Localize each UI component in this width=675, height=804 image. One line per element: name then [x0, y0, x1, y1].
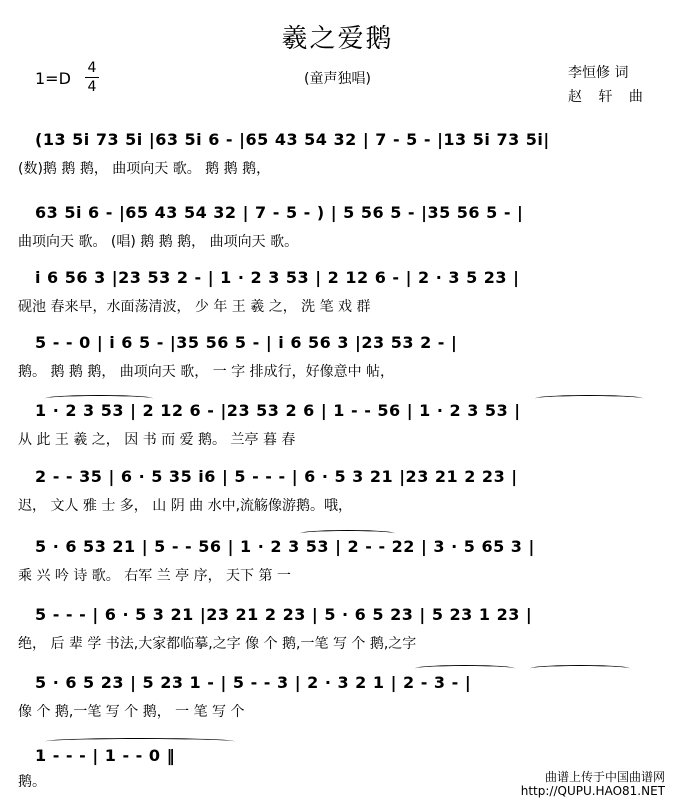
notation-line-6: 2 - - 35 | 6 · 5 35 i6 | 5 - - - | 6 · 5 3 21 |23 21 2 23 |: [35, 467, 518, 486]
slur-mark: [415, 665, 515, 672]
source-watermark: [521, 770, 665, 798]
lyric-line-6: 迟， 文人 雅 士 多， 山 阴 曲 水中,流觞像游鹅。哦，: [18, 498, 353, 514]
key-signature: 1=D: [35, 69, 71, 88]
lyric-line-3: 砚池 春来早，水面荡清波， 少 年 王 羲 之， 洗 笔 戏 群: [18, 299, 371, 315]
watermark-line-1: 曲谱上传于中国曲谱网: [544, 770, 665, 784]
watermark-line-2: http://QUPU.HAO81.NET: [520, 784, 665, 798]
slur-mark: [45, 738, 235, 745]
lyric-line-7: 乘 兴 吟 诗 歌。 右军 兰 亭 序， 天下 第 一: [18, 568, 291, 584]
notation-line-10: 1 - - - | 1 - - 0 ‖: [35, 746, 176, 765]
slur-mark: [45, 395, 153, 402]
notation-line-3: i 6 56 3 |23 53 2 - | 1 · 2 3 53 | 2 12 6 - | 2 · 3 5 23 |: [35, 268, 520, 287]
meter-top: 4: [87, 60, 97, 76]
notation-line-1: (13 5i 73 5i |63 5i 6 - |65 43 54 32 | 7 - 5 - |13 5i 73 5i|: [35, 130, 550, 149]
composer-credit: 赵 轩 曲: [568, 89, 649, 105]
notation-line-7: 5 · 6 53 21 | 5 - - 56 | 1 · 2 3 53 | 2 - - 22 | 3 · 5 65 3 |: [35, 537, 535, 556]
performance-form: (童声独唱): [304, 71, 371, 87]
lyric-line-4: 鹅。 鹅 鹅 鹅， 曲项向天 歌， 一 字 排成行，好像意中 帖，: [18, 364, 395, 380]
notation-line-9: 5 · 6 5 23 | 5 23 1 - | 5 - - 3 | 2 · 3 2 1 | 2 - 3 - |: [35, 673, 472, 692]
slur-mark: [530, 665, 630, 672]
notation-line-5: 1 · 2 3 53 | 2 12 6 - |23 53 2 6 | 1 - - 56 | 1 · 2 3 53 |: [35, 401, 521, 420]
notation-line-4: 5 - - 0 | i 6 5 - |35 56 5 - | i 6 56 3 |23 53 2 - |: [35, 333, 458, 352]
lyric-line-8: 绝， 后 辈 学 书法,大家都临摹,之字 像 个 鹅,一笔 写 个 鹅,之字: [18, 636, 417, 652]
lyric-line-1: (数)鹅 鹅 鹅， 曲项向天 歌。 鹅 鹅 鹅，: [18, 161, 271, 177]
lyric-line-2: 曲项向天 歌。 (唱) 鹅 鹅 鹅， 曲项向天 歌。: [18, 234, 299, 250]
lyricist-credit: 李恒修 词: [568, 65, 629, 81]
notation-line-2: 63 5i 6 - |65 43 54 32 | 7 - 5 - ) | 5 56 5 - |35 56 5 - |: [35, 203, 524, 222]
song-title: 羲之爱鹅: [281, 24, 394, 54]
meter-bottom: 4: [87, 79, 97, 95]
notation-line-8: 5 - - - | 6 · 5 3 21 |23 21 2 23 | 5 · 6 5 23 | 5 23 1 23 |: [35, 605, 533, 624]
lyric-line-5: 从 此 王 羲 之， 因 书 而 爱 鹅。 兰亭 暮 春: [18, 432, 296, 448]
slur-mark: [300, 530, 395, 537]
lyric-line-10: 鹅。: [18, 774, 46, 790]
slur-mark: [535, 395, 643, 402]
lyric-line-9: 像 个 鹅,一笔 写 个 鹅， 一 笔 写 个: [18, 704, 245, 720]
